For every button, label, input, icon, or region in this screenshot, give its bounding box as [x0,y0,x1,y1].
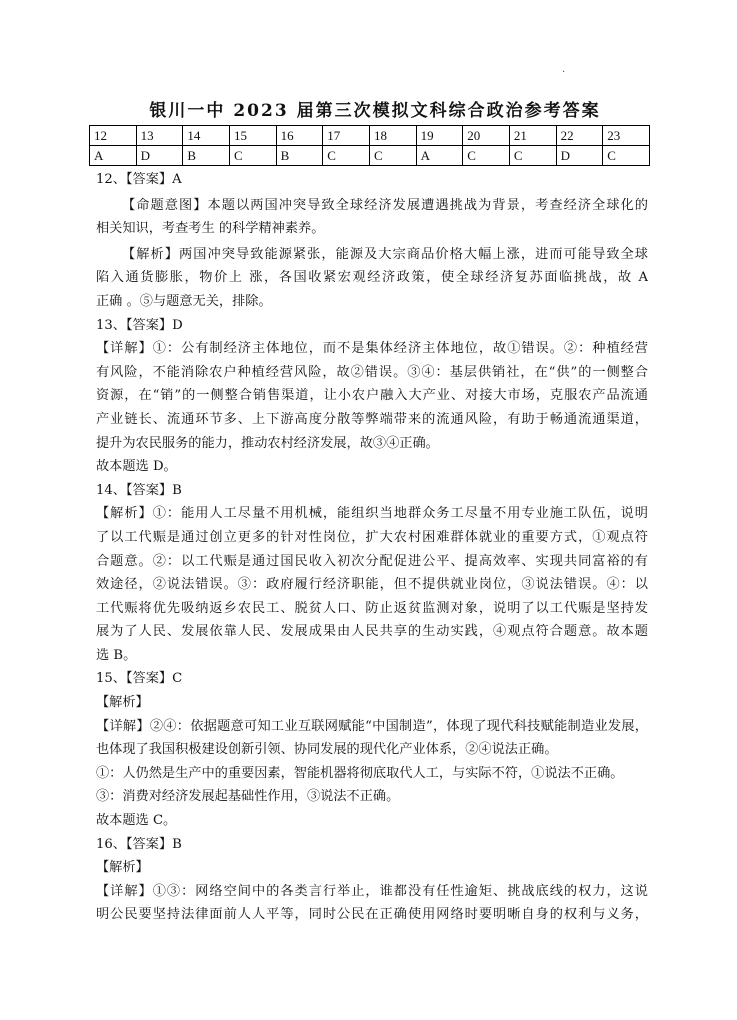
question-number-cell: 21 [509,126,556,146]
text-line: 资源，在“销”的一侧整合销售渠道，让小农户融入大产业、对接大市场，克服农产品流通 [96,388,648,404]
text-line: 【详解】①③：网络空间中的各类言行举止，谁都没有任性逾矩、挑战底线的权力，这说 [96,883,648,899]
answer-cell: C [463,146,510,166]
answer-cell: D [556,146,603,166]
question-number-cell: 16 [276,126,323,146]
question-number-cell: 15 [229,126,276,146]
text-line: ③：消费对经济发展起基础性作用，③说法不正确。 [96,789,400,805]
answer-heading: 14、【答案】B [96,482,182,498]
question-number-cell: 18 [369,126,416,146]
answer-cell: D [136,146,183,166]
answer-heading: 12、【答案】A [96,172,182,187]
text-line: 相关知识，考查考生 的科学精神素养。 [96,221,325,237]
text-line: 【解析】 [96,695,149,711]
text-line: ①：人仍然是生产中的重要因素，智能机器将彻底取代人工，与实际不符，①说法不正确。 [96,765,624,781]
corner-mark: . [562,64,566,75]
answer-heading: 15、【答案】C [96,671,183,687]
answer-cell: A [90,146,137,166]
text-line: 【解析】①：能用人工尽量不用机械，能组织当地群众务工尽量不用专业施工队伍，说明 [96,506,648,522]
text-line: 【解析】 [96,860,149,876]
text-line: 工代赈将优先吸纳返乡农民工、脱贫人口、防止返贫监测对象，说明了以工代赈是坚持发 [96,600,648,616]
answer-heading: 13、【答案】D [96,317,183,333]
answer-cell: C [509,146,556,166]
text-line: 【详解】①：公有制经济主体地位，而不是集体经济主体地位，故①错误。②：种植经营 [96,341,648,357]
question-number-cell: 13 [136,126,183,146]
question-number-cell: 14 [183,126,230,146]
question-number-cell: 17 [323,126,370,146]
answer-cell: A [416,146,463,166]
answer-heading: 16、【答案】B [96,836,182,852]
text-line: 合题意。②：以工代赈是通过国民收入初次分配促进公平、提高效率、实现共同富裕的有 [96,553,648,569]
text-line: 产业链长、流通环节多、上下游高度分散等弊端带来的流通风险，有助于畅通流通渠道， [96,411,648,427]
text-line: 陷入通货膨胀，物价上 涨，各国收紧宏观经济政策，使全球经济复苏面临挑战，故 A [96,270,648,286]
question-number-cell: 20 [463,126,510,146]
answer-row [90,146,650,166]
text-line: 故本题选 D。 [96,459,177,475]
answer-cell: C [323,146,370,166]
text-line: 有风险，不能消除农户种植经营风险，故②错误。③④：基层供销社，在“供”的一侧整合 [96,364,648,380]
text-line: 也体现了我国积极建设创新引领、协同发展的现代化产业体系，②④说法正确。 [96,742,558,758]
text-line: 效途径，②说法错误。③：政府履行经济职能，但不提供就业岗位，③说法错误。④：以 [96,577,648,593]
text-line: 正确 。⑤与题意无关，排除。 [96,293,272,309]
text-line: 【命题意图】本题以两国冲突导致全球经济发展遭遇挑战为背景，考查经济全球化的 [122,197,648,213]
text-line: 明公民要坚持法律面前人人平等，同时公民在正确使用网络时要明晰自身的权利与义务， [96,907,648,923]
answer-cell: C [603,146,650,166]
text-line: 选 B。 [96,647,137,663]
question-number-cell: 12 [90,126,137,146]
question-number-cell: 19 [416,126,463,146]
page-title: 银川一中 2023 届第三次模拟文科综合政治参考答案 [149,101,601,121]
answer-cell: C [369,146,416,166]
text-line: 【详解】②④：依据题意可知工业互联网赋能“中国制造”，体现了现代科技赋能制造业发展， [96,718,648,734]
text-line: 提升为农民服务的能力，推动农村经济发展，故③④正确。 [96,435,439,451]
answer-cell: B [276,146,323,166]
answer-key-table [89,125,650,166]
question-number-cell: 23 [603,126,650,146]
text-line: 展为了人民、发展依靠人民、发展成果由人民共享的生动实践，④观点符合题意。故本题 [96,624,648,640]
question-number-row [90,126,650,146]
answer-cell: B [183,146,230,166]
text-line: 故本题选 C。 [96,813,177,829]
text-line: 【解析】两国冲突导致能源紧张，能源及大宗商品价格大幅上涨，进而可能导致全球 [122,246,648,262]
text-line: 了以工代赈是通过创立更多的针对性岗位，扩大农村困难群体就业的重要方式，①观点符 [96,529,648,545]
answer-cell: C [229,146,276,166]
explanation-body [96,168,648,927]
question-number-cell: 22 [556,126,603,146]
